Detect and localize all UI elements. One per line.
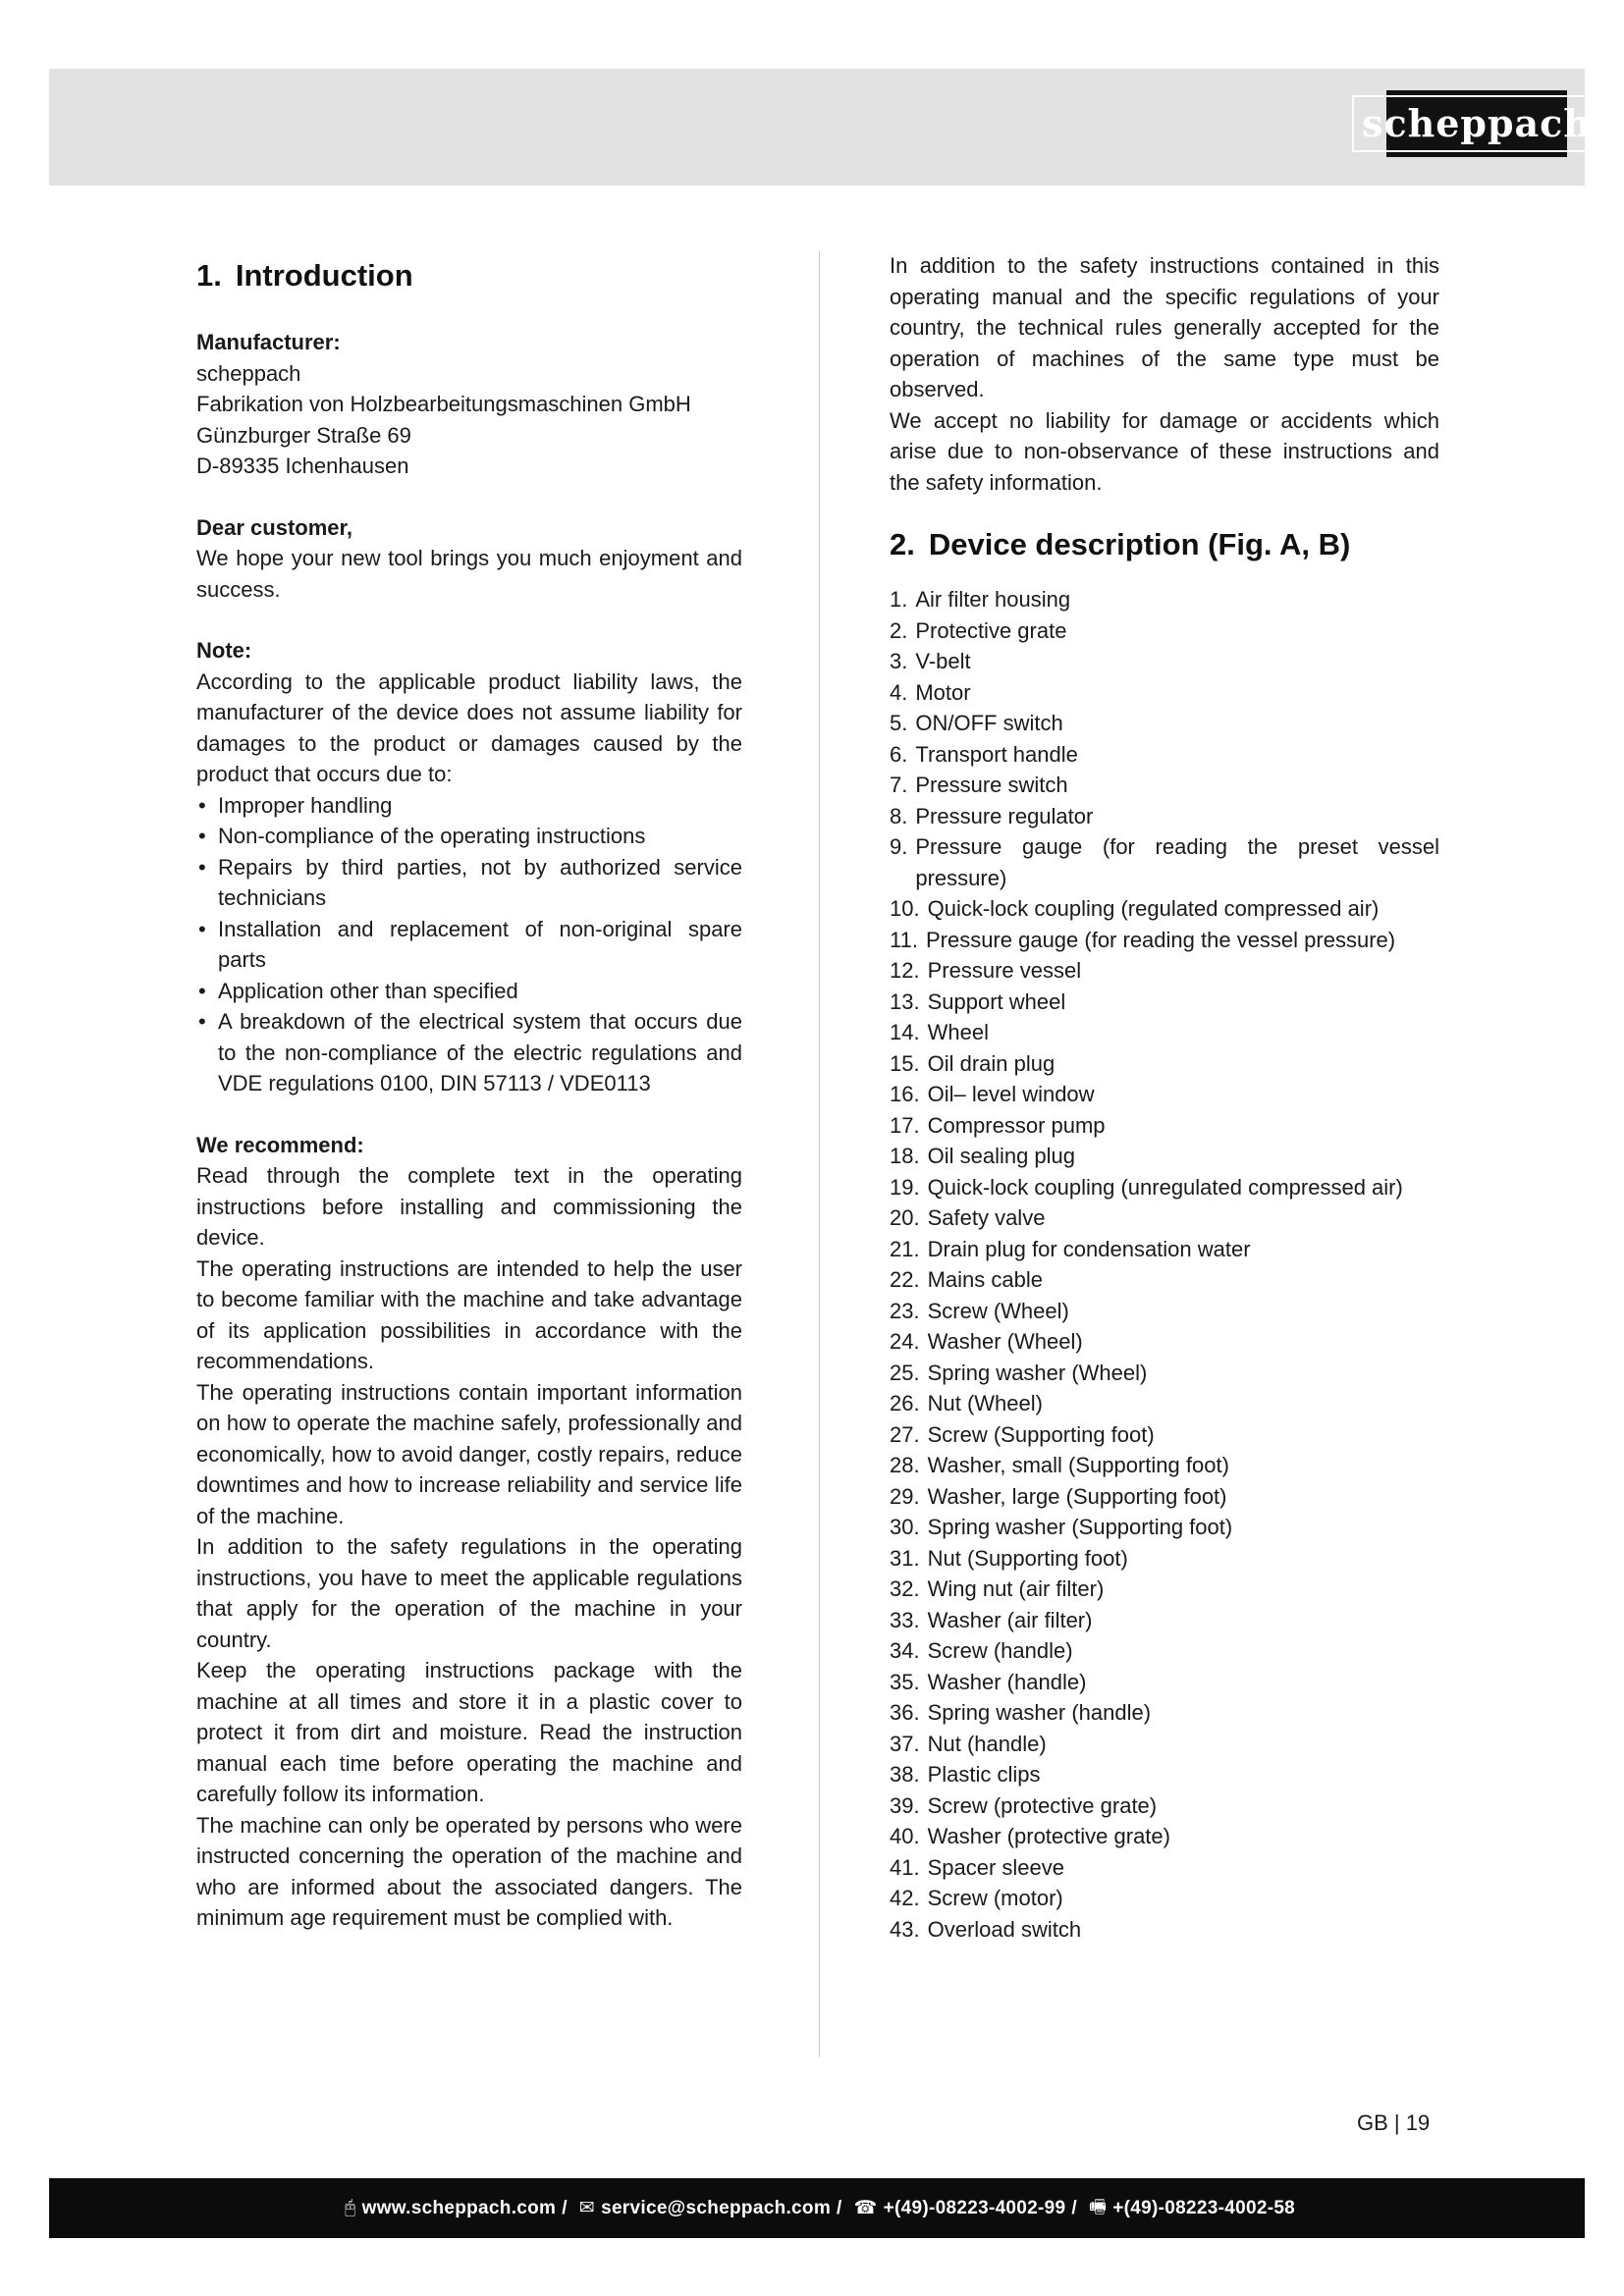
part-name: Protective grate <box>915 617 1067 643</box>
list-item <box>890 1481 1439 1513</box>
part-number: 2. <box>890 617 908 643</box>
part-number: 28. <box>890 1453 920 1477</box>
list-item <box>890 1326 1439 1358</box>
part-name: Plastic clips <box>927 1762 1041 1787</box>
list-item: • Repairs by third parties, not by authorized service technicians <box>196 852 742 914</box>
part-name: Drain plug for condensation water <box>927 1236 1251 1261</box>
part-number: 41. <box>890 1854 920 1880</box>
part-number: 38. <box>890 1762 920 1787</box>
list-item <box>890 1543 1439 1575</box>
part-name: Pressure switch <box>915 773 1068 797</box>
part-number: 26. <box>890 1391 920 1415</box>
paragraph: Read through the complete text in the operating instructions before installing and commissioning the device. <box>196 1163 742 1250</box>
part-name: Overload switch <box>927 1916 1082 1942</box>
list-item <box>890 1048 1439 1080</box>
footer-fax: +(49)-08223-4002-58 <box>1112 2197 1296 2218</box>
column-divider <box>819 251 820 2057</box>
part-number: 3. <box>890 649 908 673</box>
part-number: 25. <box>890 1360 920 1385</box>
dear-customer-block <box>196 512 742 606</box>
part-name: Nut (Wheel) <box>927 1391 1043 1415</box>
part-name: Pressure gauge (for reading the vessel pressure) <box>925 927 1396 952</box>
footer-email[interactable]: service@scheppach.com <box>601 2197 832 2218</box>
safety-intro <box>890 250 1439 498</box>
list-item <box>890 1202 1439 1234</box>
part-number: 10. <box>890 896 920 921</box>
dear-customer-label: Dear customer, <box>196 514 352 540</box>
list-item: • Improper handling <box>196 790 742 822</box>
section-title-text: Device description (Fig. A, B) <box>928 527 1351 561</box>
list-item <box>890 1388 1439 1419</box>
manufacturer-line: scheppach <box>196 360 301 386</box>
part-number: 21. <box>890 1236 920 1261</box>
part-name: Washer (Wheel) <box>927 1329 1083 1354</box>
part-name: Washer, small (Supporting foot) <box>927 1453 1229 1477</box>
part-number: 30. <box>890 1515 920 1539</box>
paragraph: The machine can only be operated by persons who were instructed concerning the operation of the machine and who are informed about the associated dangers. The minimum age requirement must be complied with. <box>196 1812 742 1930</box>
list-item <box>890 1667 1439 1698</box>
list-item <box>890 1790 1439 1822</box>
part-name: Spring washer (Wheel) <box>927 1360 1148 1385</box>
list-item <box>890 1697 1439 1729</box>
list-item <box>890 1883 1439 1914</box>
part-number: 34. <box>890 1638 920 1663</box>
list-item <box>890 739 1439 771</box>
part-name: Wheel <box>927 1020 989 1044</box>
part-number: 39. <box>890 1792 920 1818</box>
part-number: 35. <box>890 1669 920 1694</box>
part-number: 29. <box>890 1483 920 1509</box>
manufacturer-line: D-89335 Ichenhausen <box>196 454 409 478</box>
paragraph: In addition to the safety instructions contained in this operating manual and the specific regulations of your country, the technical rules generally accepted for the operation of machines of the same type must be observed. <box>890 253 1439 401</box>
phone-icon: ☎ <box>853 2198 878 2218</box>
part-name: V-belt <box>915 649 971 673</box>
list-item <box>890 987 1439 1018</box>
part-number: 14. <box>890 1020 920 1044</box>
part-number: 24. <box>890 1329 920 1354</box>
part-number: 31. <box>890 1545 920 1571</box>
list-item <box>890 1914 1439 1946</box>
recommend-label: We recommend: <box>196 1132 364 1157</box>
footer-separator: / <box>1071 2197 1077 2218</box>
list-item <box>890 1512 1439 1543</box>
list-item <box>890 1110 1439 1142</box>
paragraph: We accept no liability for damage or accidents which arise due to non-observance of these instructions and the safety information. <box>890 407 1439 495</box>
part-number: 23. <box>890 1298 920 1323</box>
part-name: Screw (Wheel) <box>927 1298 1069 1323</box>
part-number: 18. <box>890 1144 920 1168</box>
parts-list <box>890 584 1439 1945</box>
part-name: Quick-lock coupling (unregulated compressed air) <box>927 1174 1403 1200</box>
part-name: Compressor pump <box>927 1112 1106 1138</box>
list-item <box>890 1605 1439 1636</box>
list-item <box>890 1296 1439 1327</box>
part-number: 12. <box>890 958 920 983</box>
part-number: 13. <box>890 988 920 1014</box>
list-item <box>890 1635 1439 1667</box>
manufacturer-label: Manufacturer: <box>196 330 341 354</box>
part-number: 43. <box>890 1916 920 1942</box>
part-name: Spring washer (Supporting foot) <box>927 1515 1233 1539</box>
dear-customer-text: We hope your new tool brings you much enjoyment and success. <box>196 546 742 602</box>
list-item <box>890 1574 1439 1605</box>
part-number: 1. <box>890 587 908 612</box>
part-number: 4. <box>890 679 908 705</box>
note-label: Note: <box>196 638 252 663</box>
part-number: 42. <box>890 1886 920 1910</box>
brand-logo-text: scheppach <box>1352 95 1601 152</box>
footer-band <box>49 2178 1585 2238</box>
part-number: 7. <box>890 773 908 797</box>
part-number: 11. <box>890 927 918 952</box>
paragraph: In addition to the safety regulations in the operating instructions, you have to meet the applicable regulations that apply for the operation of the machine in your country. <box>196 1534 742 1652</box>
list-item <box>890 801 1439 832</box>
list-item <box>890 1821 1439 1852</box>
footer-separator: / <box>562 2197 568 2218</box>
page-number: GB | 19 <box>1357 2110 1431 2135</box>
list-item: • Application other than specified <box>196 976 742 1007</box>
part-name: Pressure vessel <box>927 958 1082 983</box>
list-item <box>890 615 1439 647</box>
part-name: Washer (protective grate) <box>927 1824 1170 1848</box>
part-name: Safety valve <box>927 1205 1046 1230</box>
part-name: Oil– level window <box>927 1082 1095 1106</box>
part-number: 22. <box>890 1267 920 1292</box>
part-number: 17. <box>890 1112 920 1138</box>
list-item <box>890 1264 1439 1296</box>
part-number: 20. <box>890 1205 920 1230</box>
footer-website[interactable]: www.scheppach.com <box>361 2197 557 2218</box>
note-text: According to the applicable product liability laws, the manufacturer of the device does not assume liability for damages to the product or damages caused by the product that occurs due to: <box>196 668 742 786</box>
part-name: Oil drain plug <box>927 1050 1056 1076</box>
manufacturer-line: Fabrikation von Holzbearbeitungsmaschinen GmbH <box>196 392 691 416</box>
part-number: 37. <box>890 1731 920 1756</box>
paragraph: Keep the operating instructions package with the machine at all times and store it in a plastic cover to protect it from dirt and moisture. Read the instruction manual each time before operating the machine and carefully follow its information. <box>196 1658 742 1806</box>
part-name: ON/OFF switch <box>915 711 1063 735</box>
part-number: 40. <box>890 1824 920 1848</box>
left-column <box>196 250 742 1934</box>
part-name: Air filter housing <box>915 587 1071 612</box>
part-number: 15. <box>890 1050 920 1076</box>
section-number: 1. <box>196 258 222 293</box>
list-item <box>890 831 1439 893</box>
part-number: 6. <box>890 741 908 767</box>
list-item <box>890 1172 1439 1203</box>
list-item <box>890 1079 1439 1110</box>
part-name: Oil sealing plug <box>927 1144 1076 1168</box>
list-item <box>890 1358 1439 1389</box>
list-item <box>890 1419 1439 1451</box>
part-number: 27. <box>890 1421 920 1447</box>
monitor-icon: 🖰 <box>344 2197 356 2218</box>
footer-phone: +(49)-08223-4002-99 <box>883 2197 1066 2218</box>
part-name: Screw (handle) <box>927 1638 1073 1663</box>
fax-icon: 🖷 <box>1089 2196 1108 2217</box>
envelope-icon: ✉ <box>578 2198 596 2218</box>
paragraph: The operating instructions contain important information on how to operate the machine safely, professionally and economically, how to avoid danger, costly repairs, reduce downtimes and how to increase reliability and service life of the machine. <box>196 1379 742 1528</box>
part-name: Nut (Supporting foot) <box>927 1545 1128 1571</box>
list-item <box>890 1234 1439 1265</box>
part-name: Screw (motor) <box>927 1886 1063 1910</box>
footer-separator: / <box>837 2197 842 2218</box>
note-block <box>196 635 742 1099</box>
list-item <box>890 1759 1439 1790</box>
list-item: • Non-compliance of the operating instructions <box>196 821 742 852</box>
part-name: Screw (Supporting foot) <box>927 1421 1155 1447</box>
part-name: Screw (protective grate) <box>927 1792 1158 1818</box>
part-name: Quick-lock coupling (regulated compressed air) <box>927 896 1380 921</box>
part-name: Washer (air filter) <box>927 1607 1093 1632</box>
list-item <box>890 708 1439 739</box>
part-number: 33. <box>890 1607 920 1632</box>
header-band <box>49 69 1592 186</box>
list-item <box>890 1729 1439 1760</box>
part-number: 32. <box>890 1576 920 1601</box>
right-column <box>890 250 1439 1945</box>
note-bullet-list <box>196 790 742 1099</box>
manufacturer-line: Günzburger Straße 69 <box>196 422 411 448</box>
part-name: Spacer sleeve <box>927 1854 1065 1880</box>
part-number: 36. <box>890 1700 920 1725</box>
part-name: Wing nut (air filter) <box>927 1576 1105 1601</box>
part-name: Washer, large (Supporting foot) <box>927 1483 1227 1509</box>
section-number: 2. <box>890 527 915 561</box>
list-item <box>890 925 1439 956</box>
part-name: Pressure gauge (for reading the preset vessel pressure) <box>915 834 1439 890</box>
part-name: Spring washer (handle) <box>927 1700 1152 1725</box>
part-number: 16. <box>890 1082 920 1106</box>
part-name: Washer (handle) <box>927 1669 1087 1694</box>
list-item <box>890 646 1439 677</box>
manufacturer-block <box>196 327 742 482</box>
recommend-block <box>196 1130 742 1934</box>
part-name: Transport handle <box>915 741 1078 767</box>
list-item <box>890 1852 1439 1884</box>
part-name: Support wheel <box>927 988 1066 1014</box>
paragraph: The operating instructions are intended to help the user to become familiar with the machine and take advantage of its application possibilities in accordance with the recommendations. <box>196 1255 742 1373</box>
list-item <box>890 1017 1439 1048</box>
part-name: Pressure regulator <box>915 803 1094 828</box>
part-name: Nut (handle) <box>927 1731 1047 1756</box>
part-name: Motor <box>915 679 971 705</box>
list-item <box>890 770 1439 801</box>
part-number: 8. <box>890 803 908 828</box>
list-item <box>890 677 1439 709</box>
list-item <box>890 1141 1439 1172</box>
section-title-introduction <box>196 256 742 295</box>
section-title-device-description <box>890 525 1439 564</box>
section-title-text: Introduction <box>235 258 413 293</box>
part-number: 9. <box>890 834 908 859</box>
list-item: • Installation and replacement of non-original spare parts <box>196 914 742 976</box>
list-item <box>890 584 1439 615</box>
part-number: 5. <box>890 711 908 735</box>
list-item: • A breakdown of the electrical system that occurs due to the non-compliance of the electric regulations and VDE regulations 0100, DIN 57113 / VDE0113 <box>196 1006 742 1099</box>
brand-logo <box>1362 90 1592 157</box>
list-item <box>890 1450 1439 1481</box>
part-name: Mains cable <box>927 1267 1043 1292</box>
list-item <box>890 955 1439 987</box>
list-item <box>890 893 1439 925</box>
part-number: 19. <box>890 1174 920 1200</box>
